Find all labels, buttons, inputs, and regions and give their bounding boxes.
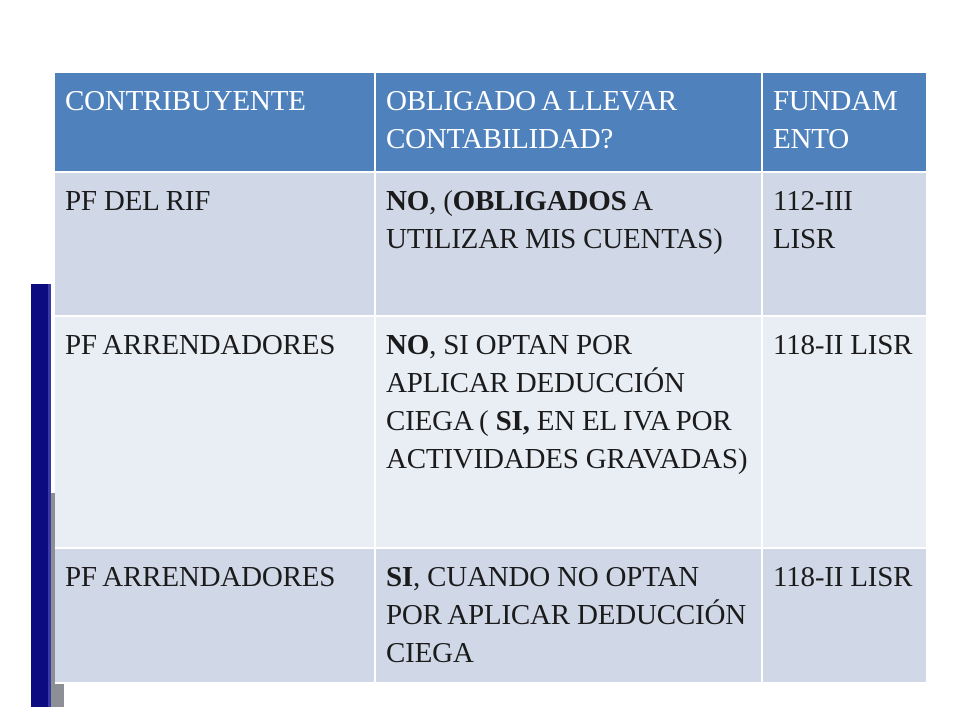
answer-bold-2: SI, [495,405,530,437]
contabilidad-table [55,73,926,684]
cell-contribuyente: PF DEL RIF [55,172,375,316]
header-fundamento: FUNDAM ENTO [762,73,926,172]
cell-fundamento: 118-II LISR [762,548,926,683]
answer-text: , ( [429,185,453,217]
answer-bold: NO [386,329,430,361]
answer-bold: SI [386,561,414,593]
table-header-row [55,73,926,172]
decorative-bar-blue-edge [48,284,51,707]
cell-fundamento: 112-III LISR [762,172,926,316]
answer-text-2: EN EL IVA POR ACTIVIDADES GRAVADAS) [386,405,748,475]
cell-fundamento: 118-II LISR [762,316,926,548]
table-row [55,548,926,683]
header-obligado: OBLIGADO A LLEVAR CONTABILIDAD? [375,73,762,172]
cell-obligado [375,316,762,548]
cell-contribuyente: PF ARRENDADORES [55,316,375,548]
answer-text: , SI OPTAN POR APLICAR DEDUCCIÓN CIEGA ( [386,329,685,437]
cell-contribuyente: PF ARRENDADORES [55,548,375,683]
answer-text-2: A UTILIZAR MIS CUENTAS) [386,185,723,255]
cell-obligado [375,172,762,316]
table-row [55,316,926,548]
answer-text: , CUANDO NO OPTAN POR APLICAR DEDUCCIÓN CIEGA [386,561,746,669]
cell-obligado [375,548,762,683]
header-contribuyente: CONTRIBUYENTE [55,73,375,172]
table-row [55,172,926,316]
answer-bold: NO [386,185,430,217]
answer-bold-2: OBLIGADOS [452,185,627,217]
decorative-bar-blue [31,284,48,707]
